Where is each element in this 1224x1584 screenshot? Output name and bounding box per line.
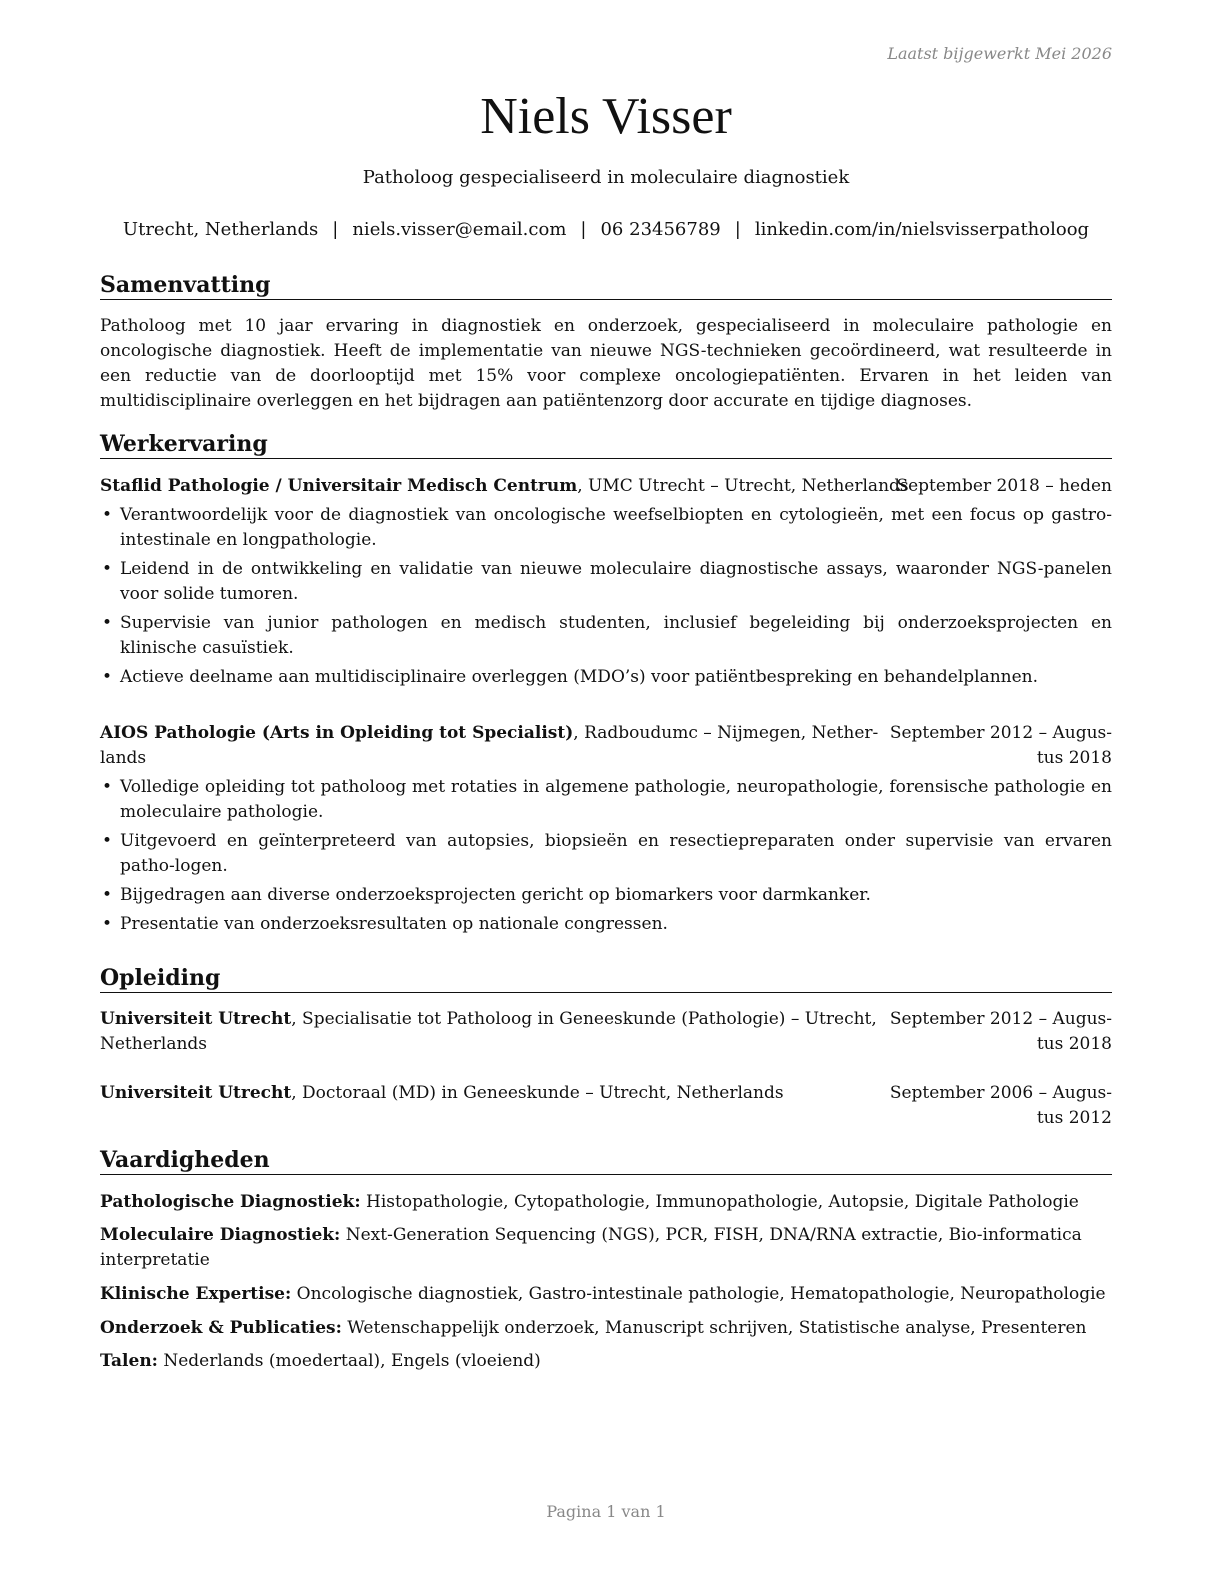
education-school: Universiteit Utrecht: [100, 1083, 292, 1103]
contact-phone: 06 23456789: [600, 219, 721, 240]
job-bullets: [100, 503, 1112, 694]
education-dates-continued: tus 2012: [1036, 1108, 1112, 1128]
page-number: Pagina 1 van 1: [546, 1502, 666, 1521]
contact-linkedin[interactable]: linkedin.com/in/nielsvisserpatholoog: [754, 219, 1090, 240]
last-updated: Laatst bijgewerkt Mei 2026: [887, 44, 1112, 63]
list-item: • Bijgedragen aan diverse onderzoeksprojecten gericht op biomarkers voor darmkanker.: [100, 883, 1112, 908]
contact-line: [100, 219, 1112, 240]
list-item: • Supervisie van junior pathologen en medisch studenten, inclusief begeleiding bij onderzoeksprojecten en klinische casuïstiek.: [100, 611, 1112, 661]
job-details: , UMC Utrecht – Utrecht, Netherlands: [577, 476, 909, 496]
education-dates: September 2006 – Augus-: [889, 1083, 1112, 1103]
contact-location: Utrecht, Netherlands: [122, 219, 319, 240]
education-details: , Doctoraal (MD) in Geneeskunde – Utrecht, Netherlands: [291, 1083, 784, 1103]
education-dates-continued: tus 2018: [1036, 1034, 1112, 1054]
skill-value: Wetenschappelijk onderzoek, Manuscript schrijven, Statistische analyse, Presenteren: [347, 1318, 1087, 1338]
resume-page: [100, 0, 1112, 1584]
section-title-education: Opleiding: [100, 965, 1112, 993]
education-details: , Specialisatie tot Patholoog in Geneeskunde (Pathologie) – Utrecht,: [291, 1009, 877, 1029]
job-role: AIOS Pathologie (Arts in Opleiding tot Specialist): [100, 723, 574, 743]
list-item: • Presentatie van onderzoeksresultaten op nationale congressen.: [100, 912, 1112, 937]
section-title-summary: Samenvatting: [100, 272, 1112, 300]
skill-row: [100, 1282, 1112, 1307]
skill-value: Nederlands (moedertaal), Engels (vloeiend): [163, 1351, 541, 1371]
job-details: , Radboudumc – Nijmegen, Nether-: [573, 723, 879, 743]
skill-row: [100, 1223, 1112, 1273]
education-item: [100, 1081, 1112, 1131]
skill-value: Next-Generation Sequencing (NGS), PCR, FISH, DNA/RNA extractie, Bio-informatica interpretatie: [100, 1225, 1082, 1270]
skill-label: Talen:: [100, 1351, 158, 1371]
skill-row: [100, 1316, 1112, 1341]
job-role: Staflid Pathologie / Universitair Medisch Centrum: [100, 476, 578, 496]
contact-separator: |: [734, 219, 741, 240]
list-item: • Verantwoordelijk voor de diagnostiek van oncologische weefselbiopten en cytologieën, met een focus op gastro-intestinale en longpathologie.: [100, 503, 1112, 553]
summary-text: Patholoog met 10 jaar ervaring in diagnostiek en onderzoek, gespecialiseerd in moleculaire pathologie en oncologische diagnostiek. Heeft de implementatie van nieuwe NGS-technieken gecoördineerd, wat resulteerde in een reductie van de doorlooptijd met 15% voor complexe oncologiepatiënten. Ervaren in het leiden van multidisciplinaire overleggen en het bijdragen aan patiëntenzorg door accurate en tijdige diagnoses.: [100, 316, 1112, 411]
job-dates: September 2018 – heden: [896, 476, 1112, 496]
job-dates-continued: tus 2018: [1036, 748, 1112, 768]
education-item: [100, 1007, 1112, 1057]
job-header: [100, 721, 1112, 771]
education-dates: September 2012 – Augus-: [889, 1009, 1112, 1029]
education-details-continued: Netherlands: [100, 1034, 208, 1054]
skill-label: Klinische Expertise:: [100, 1284, 292, 1304]
skill-row: [100, 1349, 1112, 1374]
education-school: Universiteit Utrecht: [100, 1009, 292, 1029]
skill-value: Oncologische diagnostiek, Gastro-intestinale pathologie, Hematopathologie, Neuropathologie: [296, 1284, 1106, 1304]
job-bullets: [100, 775, 1112, 941]
section-title-experience: Werkervaring: [100, 431, 1112, 459]
contact-separator: |: [580, 219, 587, 240]
skill-label: Onderzoek & Publicaties:: [100, 1318, 342, 1338]
job-header: [100, 474, 1112, 499]
list-item: • Volledige opleiding tot patholoog met rotaties in algemene pathologie, neuropathologie, forensische pathologie en moleculaire pathologie.: [100, 775, 1112, 825]
contact-separator: |: [332, 219, 339, 240]
section-title-skills: Vaardigheden: [100, 1147, 1112, 1175]
skill-label: Moleculaire Diagnostiek:: [100, 1225, 341, 1245]
skill-label: Pathologische Diagnostiek:: [100, 1192, 361, 1212]
candidate-name: Niels Visser: [480, 88, 732, 145]
job-details-continued: lands: [100, 748, 147, 768]
skill-row: [100, 1190, 1112, 1215]
job-dates: September 2012 – Augus-: [889, 723, 1112, 743]
list-item: • Uitgevoerd en geïnterpreteerd van autopsies, biopsieën en resectiepreparaten onder supervisie van ervaren patho-logen.: [100, 829, 1112, 879]
candidate-subtitle: Patholoog gespecialiseerd in moleculaire diagnostiek: [362, 167, 850, 188]
skill-value: Histopathologie, Cytopathologie, Immunopathologie, Autopsie, Digitale Pathologie: [366, 1192, 1079, 1212]
contact-email[interactable]: niels.visser@email.com: [352, 219, 567, 240]
list-item: • Leidend in de ontwikkeling en validatie van nieuwe moleculaire diagnostische assays, waaronder NGS-panelen voor solide tumoren.: [100, 557, 1112, 607]
list-item: • Actieve deelname aan multidisciplinaire overleggen (MDO’s) voor patiëntbespreking en behandelplannen.: [100, 665, 1112, 690]
